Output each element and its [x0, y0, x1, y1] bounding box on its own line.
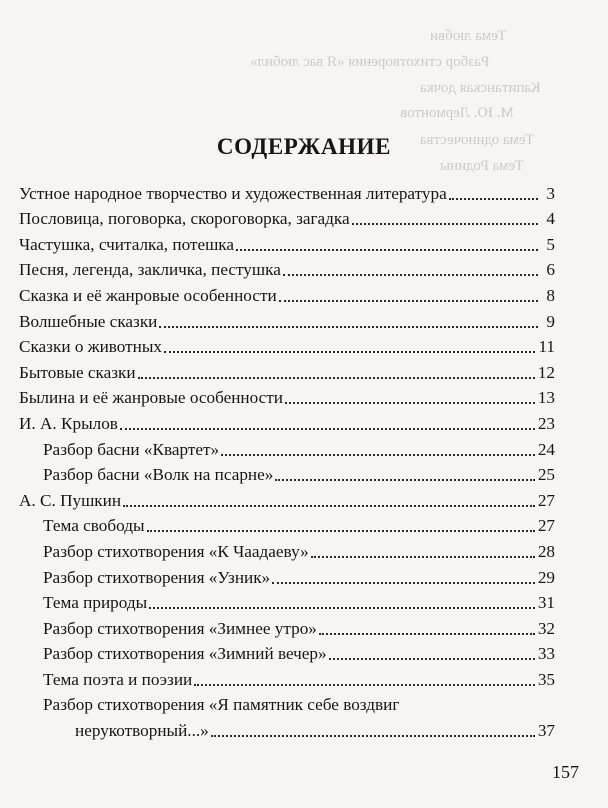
dot-leader: [275, 478, 534, 481]
toc-entry-page: 5: [546, 234, 555, 254]
dot-leader: [236, 248, 538, 251]
toc-entry-title: Сказки о животных: [19, 337, 162, 357]
dot-leader: [138, 376, 535, 379]
dot-leader: [159, 325, 538, 328]
toc-entry-title: Бытовые сказки: [19, 362, 136, 382]
toc-entry-page: 13: [537, 388, 555, 408]
toc-entry-page: 4: [546, 209, 555, 229]
toc-subentry: [19, 588, 555, 614]
toc-entry-title: Устное народное творчество и художественная литература: [19, 183, 447, 203]
toc-entry-page: 11: [538, 337, 555, 357]
page-title: СОДЕРЖАНИЕ: [216, 134, 392, 159]
toc-entry-title: Волшебные сказки: [19, 311, 158, 331]
bleed-line: Разбор стихотворения «Я вас любил»: [250, 54, 490, 70]
toc-entry-title: И. А. Крылов: [19, 413, 118, 433]
dot-leader: [401, 710, 538, 711]
dot-leader: [120, 427, 535, 430]
toc-subentry-continuation: [19, 715, 555, 741]
toc-entry-page: 12: [537, 362, 555, 382]
toc-entry-page: 29: [537, 567, 555, 587]
toc-entry-page: 37: [537, 721, 555, 741]
dot-leader: [149, 606, 535, 609]
toc-entry-title: нерукотворный...»: [75, 721, 209, 741]
toc-entry-title: Сказка и её жанровые особенности: [19, 285, 277, 305]
toc-entry-title: Тема природы: [43, 593, 148, 613]
toc-entry-title: А. С. Пушкин: [19, 490, 122, 510]
bleed-line: Тема одиночества: [420, 132, 535, 148]
toc-entry-page: 33: [537, 644, 555, 664]
dot-leader: [164, 350, 535, 353]
bleed-line: М. Ю. Лермонтов: [400, 105, 514, 121]
toc-entry: [19, 255, 555, 281]
toc-entry-page: 23: [537, 413, 555, 433]
dot-leader: [211, 734, 535, 737]
dot-leader: [285, 401, 535, 404]
bleed-line: Капитанская дочка: [420, 80, 541, 96]
toc-entry: [19, 229, 555, 255]
toc-entry-page: 3: [546, 183, 555, 203]
toc-entry-title: Разбор басни «Квартет»: [43, 439, 220, 459]
toc-subentry: [19, 511, 555, 537]
toc-entry: [19, 280, 555, 306]
dot-leader: [283, 273, 538, 276]
dot-leader: [311, 555, 535, 558]
toc-entry-page: 25: [537, 465, 555, 485]
toc-entry-title: Пословица, поговорка, скороговорка, загадка: [19, 209, 350, 229]
toc-entry-title: Разбор стихотворения «Узник»: [43, 567, 271, 587]
toc-entry: [19, 357, 555, 383]
toc-entry-title: Разбор стихотворения «Зимний вечер»: [43, 644, 327, 664]
dot-leader: [279, 299, 538, 302]
toc-entry-title: Разбор басни «Волк на псарне»: [43, 465, 274, 485]
toc-entry: [19, 332, 555, 358]
toc-entry: [19, 485, 555, 511]
toc-entry-page: 35: [537, 669, 555, 689]
toc-entry-page: 32: [537, 618, 555, 638]
dot-leader: [221, 453, 535, 456]
toc-entry-page: 8: [546, 285, 555, 305]
toc-entry-title: Частушка, считалка, потешка: [19, 234, 235, 254]
toc-entry: [19, 408, 555, 434]
toc-entry-title: Песня, легенда, закличка, пестушка: [19, 260, 281, 280]
dot-leader: [319, 632, 535, 635]
toc-entry-page: 27: [537, 490, 555, 510]
toc-entry-title: Разбор стихотворения «К Чаадаеву»: [43, 541, 309, 561]
dot-leader: [272, 581, 535, 584]
dot-leader: [352, 222, 538, 225]
toc-entry-page: 6: [546, 260, 555, 280]
toc-entry-title: Разбор стихотворения «Я памятник себе воздвиг: [43, 695, 400, 715]
toc-entry-page: 31: [537, 593, 555, 613]
bleed-line: Тема любви: [430, 28, 507, 44]
dot-leader: [194, 683, 535, 686]
toc-subentry: [19, 639, 555, 665]
toc-entry: [19, 306, 555, 332]
toc-entry-page: 28: [537, 541, 555, 561]
toc-entry-page: 24: [537, 439, 555, 459]
toc-entry-page: 27: [537, 516, 555, 536]
toc-subentry: [19, 536, 555, 562]
toc-entry-title: Былина и её жанровые особенности: [19, 388, 283, 408]
toc-entry-title: Тема свободы: [43, 516, 145, 536]
toc-subentry: [19, 460, 555, 486]
table-of-contents: [19, 178, 555, 741]
toc-subentry: [19, 664, 555, 690]
dot-leader: [123, 504, 535, 507]
dot-leader: [329, 657, 535, 660]
toc-subentry: [19, 690, 555, 716]
toc-subentry: [19, 613, 555, 639]
toc-entry-title: Разбор стихотворения «Зимнее утро»: [43, 618, 317, 638]
toc-entry: [19, 178, 555, 204]
dot-leader: [449, 197, 538, 200]
dot-leader: [147, 529, 535, 532]
page-number: 157: [552, 762, 579, 782]
toc-entry-title: Тема поэта и поэзии: [43, 669, 193, 689]
bleed-through-text: [0, 0, 608, 195]
toc-entry-page: 9: [546, 311, 555, 331]
toc-subentry: [19, 562, 555, 588]
toc-subentry: [19, 434, 555, 460]
bleed-line: Тема Родины: [440, 158, 524, 174]
toc-entry: [19, 383, 555, 409]
toc-entry: [19, 204, 555, 230]
